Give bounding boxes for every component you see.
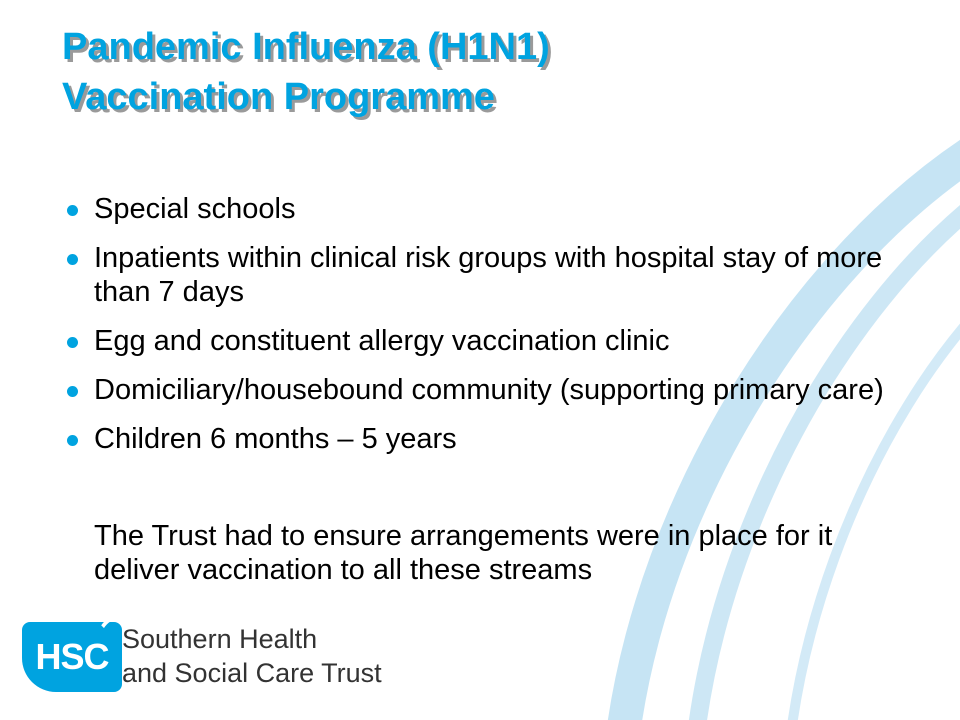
bullet-text: Special schools: [94, 193, 296, 225]
slide-title: [62, 22, 550, 122]
bullet-item: [62, 422, 902, 456]
summary-note: The Trust had to ensure arrangements were in place for it deliver vaccination to all these streams: [94, 520, 833, 586]
bullet-item: [62, 373, 902, 407]
trust-name-line-2: and Social Care Trust: [122, 658, 382, 688]
bullet-text: Domiciliary/housebound community (supporting primary care): [94, 374, 884, 406]
title-line-1: Pandemic Influenza (H1N1): [62, 26, 550, 68]
trust-name: [122, 622, 382, 690]
hsc-logo: [22, 620, 382, 700]
hsc-badge-text: HSC: [35, 636, 109, 677]
trust-name-line-1: Southern Health: [122, 624, 318, 654]
title-line-2: Vaccination Programme: [62, 76, 495, 118]
bullet-dot-icon: [67, 205, 78, 216]
hsc-badge: [22, 622, 122, 692]
bullet-dot-icon: [67, 254, 78, 265]
hsc-ring-icon: [92, 622, 122, 692]
bullet-text: Children 6 months – 5 years: [94, 423, 457, 455]
bullet-dot-icon: [67, 435, 78, 446]
bullet-item: [62, 192, 902, 226]
bullet-dot-icon: [67, 386, 78, 397]
bullet-item: [62, 324, 902, 358]
bullet-list: [62, 192, 902, 471]
bullet-item: [62, 241, 902, 309]
bullet-text: Inpatients within clinical risk groups with hospital stay of more than 7 days: [94, 242, 883, 308]
bullet-dot-icon: [67, 337, 78, 348]
bullet-text: Egg and constituent allergy vaccination clinic: [94, 325, 670, 357]
